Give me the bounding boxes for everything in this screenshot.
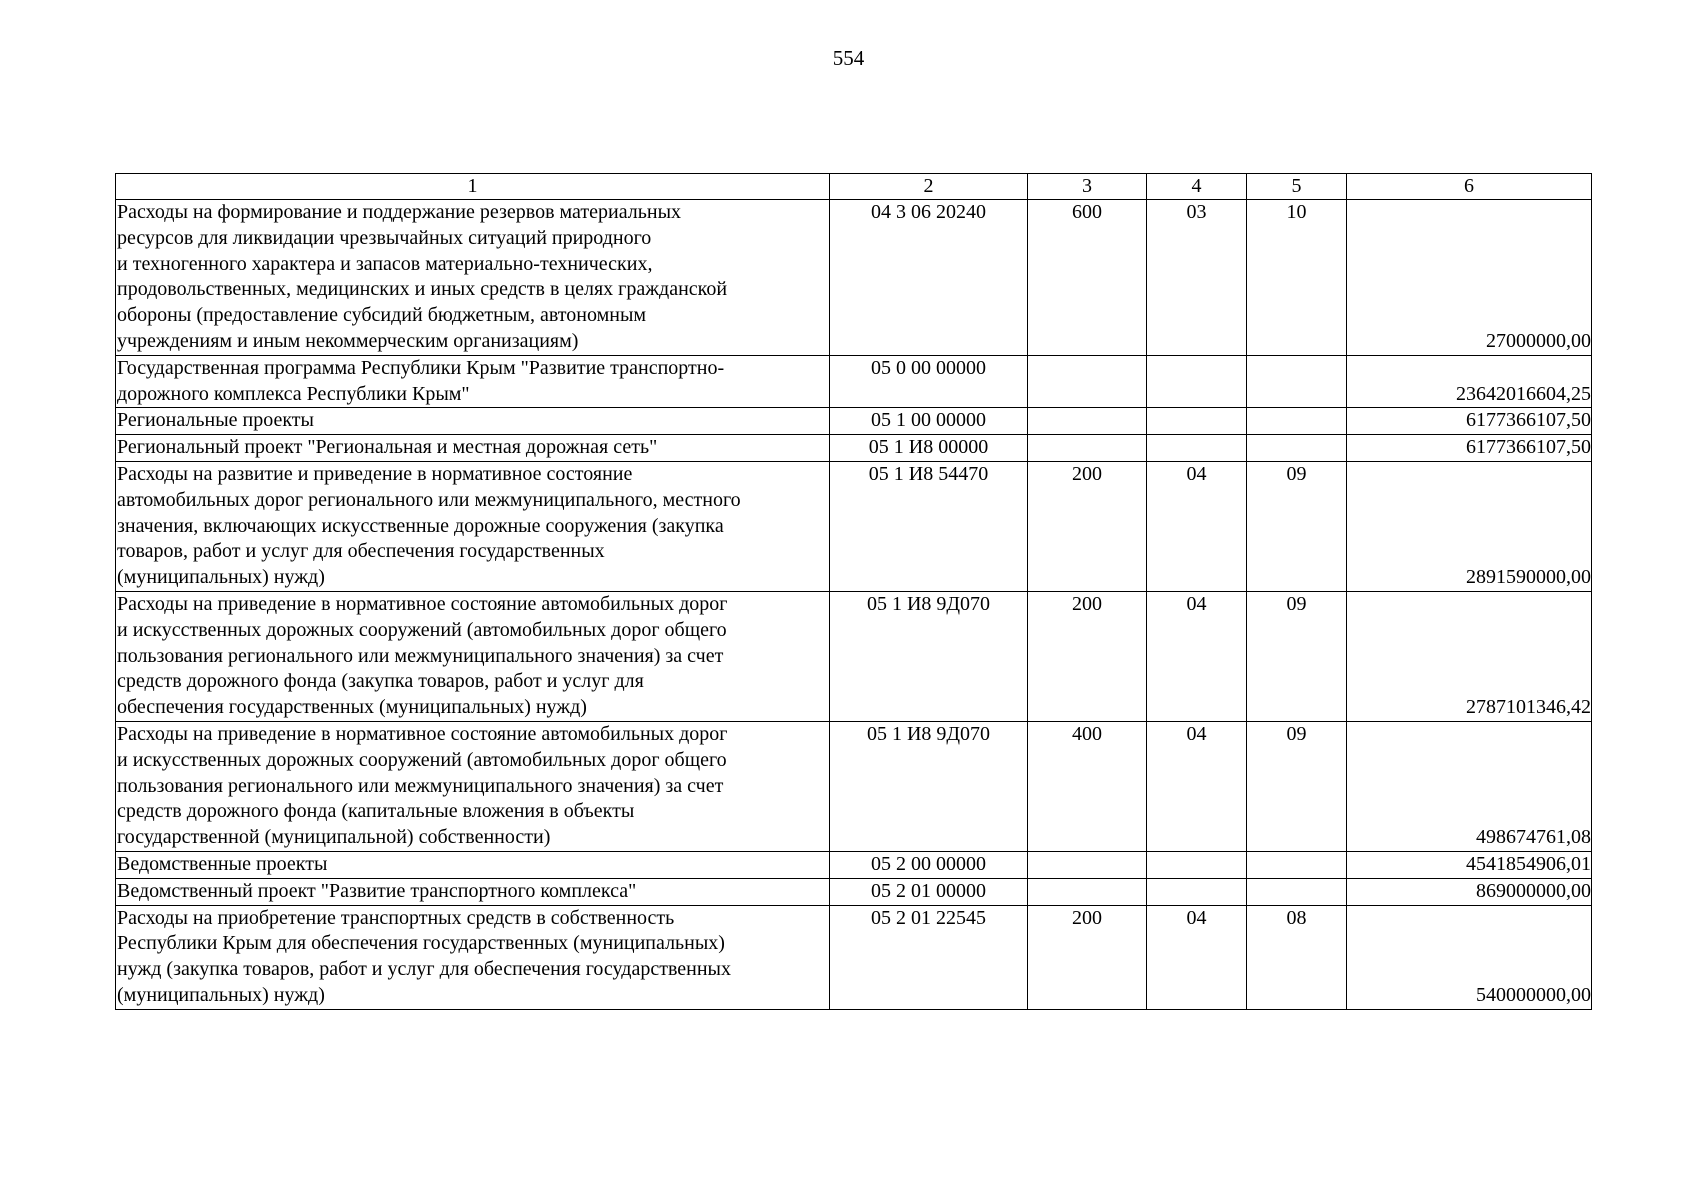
cell-text-line: 600 — [1072, 201, 1102, 223]
cell-text-line: Расходы на приведение в нормативное состояние автомобильных дорог — [117, 592, 728, 615]
row-target-code — [830, 435, 1028, 462]
row-amount — [1347, 461, 1592, 591]
cell-text-line: обороны (предоставление субсидий бюджетным, автономным — [117, 304, 647, 327]
cell-text-line: автомобильных дорог регионального или межмуниципального, местного — [117, 488, 741, 511]
cell-text-line: Ведомственные проекты — [117, 852, 328, 875]
cell-text-line: 09 — [1286, 462, 1307, 485]
cell-text-line: 2891590000,00 — [1466, 566, 1591, 589]
row-name — [116, 408, 830, 435]
cell-text-line: государственной (муниципальной) собственности) — [117, 826, 551, 849]
budget-table — [115, 173, 1592, 1010]
cell-text-line: 498674761,08 — [1476, 826, 1591, 849]
row-target-code — [830, 408, 1028, 435]
table-row — [116, 591, 1592, 721]
cell-text-line: 05 1 И8 9Д070 — [866, 722, 991, 745]
cell-text-line: пользования регионального или межмуниципального значения) за счет — [117, 644, 724, 667]
row-section — [1147, 721, 1247, 851]
column-header-2: 2 — [830, 174, 1028, 200]
row-subsection — [1247, 461, 1347, 591]
cell-text-line: обеспечения государственных (муниципальных) нужд) — [117, 696, 587, 719]
cell-text-line: 10 — [1286, 201, 1307, 223]
row-target-code — [830, 878, 1028, 905]
cell-text-line: 23642016604,25 — [1456, 382, 1591, 405]
row-target-code — [830, 591, 1028, 721]
cell-text-line: 200 — [1072, 592, 1102, 615]
cell-text-line: 09 — [1286, 592, 1307, 615]
row-amount — [1347, 905, 1592, 1009]
cell-text-line: учреждениям и иным некоммерческим организациям) — [117, 329, 579, 352]
table-row — [116, 200, 1592, 356]
row-amount — [1347, 355, 1592, 408]
cell-text-line: 540000000,00 — [1476, 983, 1591, 1006]
row-amount — [1347, 878, 1592, 905]
cell-text-line: 400 — [1072, 722, 1102, 745]
cell-text-line: 05 1 И8 54470 — [868, 462, 989, 485]
cell-text-line: 6177366107,50 — [1466, 436, 1591, 459]
row-target-code — [830, 851, 1028, 878]
cell-text-line: 05 2 01 00000 — [871, 879, 986, 902]
row-target-code — [830, 905, 1028, 1009]
row-name — [116, 435, 830, 462]
row-name — [116, 461, 830, 591]
row-section — [1147, 461, 1247, 591]
row-target-code — [830, 721, 1028, 851]
column-header-1: 1 — [116, 174, 830, 200]
row-subsection — [1247, 905, 1347, 1009]
cell-text-line: 04 — [1186, 462, 1207, 485]
cell-text-line: Ведомственный проект "Развитие транспортного комплекса" — [117, 879, 637, 902]
table-row — [116, 851, 1592, 878]
cell-text-line: пользования регионального или межмуниципального значения) за счет — [117, 774, 724, 797]
row-expense-type — [1028, 878, 1147, 905]
cell-text-line: 03 — [1186, 201, 1207, 223]
row-section — [1147, 435, 1247, 462]
row-name — [116, 878, 830, 905]
row-subsection — [1247, 721, 1347, 851]
cell-text-line: средств дорожного фонда (закупка товаров, работ и услуг для — [117, 670, 644, 693]
cell-text-line: (муниципальных) нужд) — [117, 566, 325, 589]
page-number: 554 — [832, 46, 865, 70]
row-expense-type — [1028, 905, 1147, 1009]
cell-text-line: 05 0 00 00000 — [871, 356, 986, 379]
row-name — [116, 905, 830, 1009]
cell-text-line: и искусственных дорожных сооружений (автомобильных дорог общего — [117, 748, 727, 771]
row-expense-type — [1028, 721, 1147, 851]
cell-text-line: 05 2 00 00000 — [871, 852, 986, 875]
cell-text-line: 2787101346,42 — [1466, 696, 1591, 719]
row-name — [116, 355, 830, 408]
row-name — [116, 591, 830, 721]
cell-text-line: 08 — [1286, 906, 1307, 929]
row-name — [116, 851, 830, 878]
cell-text-line: Расходы на формирование и поддержание резервов материальных — [117, 201, 682, 223]
row-subsection — [1247, 408, 1347, 435]
cell-text-line: Республики Крым для обеспечения государственных (муниципальных) — [117, 932, 725, 955]
row-name — [116, 721, 830, 851]
cell-text-line: ресурсов для ликвидации чрезвычайных ситуаций природного — [117, 226, 652, 249]
column-header-6: 6 — [1347, 174, 1592, 200]
cell-text-line: и искусственных дорожных сооружений (автомобильных дорог общего — [117, 618, 727, 641]
table-row — [116, 461, 1592, 591]
row-amount — [1347, 200, 1592, 356]
column-header-3: 3 — [1028, 174, 1147, 200]
row-section — [1147, 408, 1247, 435]
cell-text-line: Региональный проект "Региональная и местная дорожная сеть" — [117, 436, 658, 459]
cell-text-line: 04 — [1186, 722, 1207, 745]
cell-text-line: 04 3 06 20240 — [871, 201, 986, 223]
row-section — [1147, 905, 1247, 1009]
row-section — [1147, 355, 1247, 408]
cell-text-line: продовольственных, медицинских и иных средств в целях гражданской — [117, 278, 728, 301]
row-subsection — [1247, 355, 1347, 408]
row-expense-type — [1028, 435, 1147, 462]
table-row — [116, 408, 1592, 435]
row-expense-type — [1028, 461, 1147, 591]
cell-text-line: 05 1 И8 00000 — [868, 436, 989, 459]
row-section — [1147, 851, 1247, 878]
cell-text-line: 05 1 И8 9Д070 — [866, 592, 991, 615]
row-target-code — [830, 200, 1028, 356]
cell-text-line: нужд (закупка товаров, работ и услуг для обеспечения государственных — [117, 958, 731, 981]
row-subsection — [1247, 878, 1347, 905]
cell-text-line: средств дорожного фонда (капитальные вложения в объекты — [117, 800, 635, 823]
cell-text-line: 6177366107,50 — [1466, 409, 1591, 432]
cell-text-line: Государственная программа Республики Крым "Развитие транспортно- — [117, 356, 725, 379]
cell-text-line: 04 — [1186, 906, 1207, 929]
column-header-4: 4 — [1147, 174, 1247, 200]
row-target-code — [830, 355, 1028, 408]
row-expense-type — [1028, 408, 1147, 435]
cell-text-line: Расходы на приведение в нормативное состояние автомобильных дорог — [117, 722, 728, 745]
column-header-5: 5 — [1247, 174, 1347, 200]
cell-text-line: (муниципальных) нужд) — [117, 983, 325, 1006]
cell-text-line: товаров, работ и услуг для обеспечения государственных — [117, 540, 605, 563]
cell-text-line: 04 — [1186, 592, 1207, 615]
row-amount — [1347, 721, 1592, 851]
row-expense-type — [1028, 851, 1147, 878]
table-row — [116, 355, 1592, 408]
table-row — [116, 878, 1592, 905]
row-section — [1147, 878, 1247, 905]
row-amount — [1347, 591, 1592, 721]
cell-text-line: Расходы на развитие и приведение в нормативное состояние — [117, 462, 633, 485]
cell-text-line: 869000000,00 — [1476, 879, 1591, 902]
row-amount — [1347, 435, 1592, 462]
row-subsection — [1247, 435, 1347, 462]
table-row — [116, 721, 1592, 851]
cell-text-line: 200 — [1072, 462, 1102, 485]
row-expense-type — [1028, 591, 1147, 721]
table-body — [116, 174, 1592, 1010]
cell-text-line: 27000000,00 — [1486, 329, 1591, 352]
cell-text-line: дорожного комплекса Республики Крым" — [117, 382, 470, 405]
row-target-code — [830, 461, 1028, 591]
row-section — [1147, 200, 1247, 356]
cell-text-line: и техногенного характера и запасов материально-технических, — [117, 252, 653, 275]
cell-text-line: Региональные проекты — [117, 409, 314, 432]
row-expense-type — [1028, 355, 1147, 408]
cell-text-line: Расходы на приобретение транспортных средств в собственность — [117, 906, 675, 929]
row-amount — [1347, 851, 1592, 878]
row-name — [116, 200, 830, 356]
row-subsection — [1247, 851, 1347, 878]
row-amount — [1347, 408, 1592, 435]
row-subsection — [1247, 200, 1347, 356]
table-row — [116, 435, 1592, 462]
cell-text-line: 4541854906,01 — [1466, 852, 1591, 875]
cell-text-line: 05 1 00 00000 — [871, 409, 986, 432]
cell-text-line: 05 2 01 22545 — [871, 906, 986, 929]
row-subsection — [1247, 591, 1347, 721]
cell-text-line: 09 — [1286, 722, 1307, 745]
cell-text-line: значения, включающих искусственные дорожные сооружения (закупка — [117, 514, 724, 537]
row-expense-type — [1028, 200, 1147, 356]
cell-text-line: 200 — [1072, 906, 1102, 929]
row-section — [1147, 591, 1247, 721]
table-row — [116, 905, 1592, 1009]
table-header-row — [116, 174, 1592, 200]
